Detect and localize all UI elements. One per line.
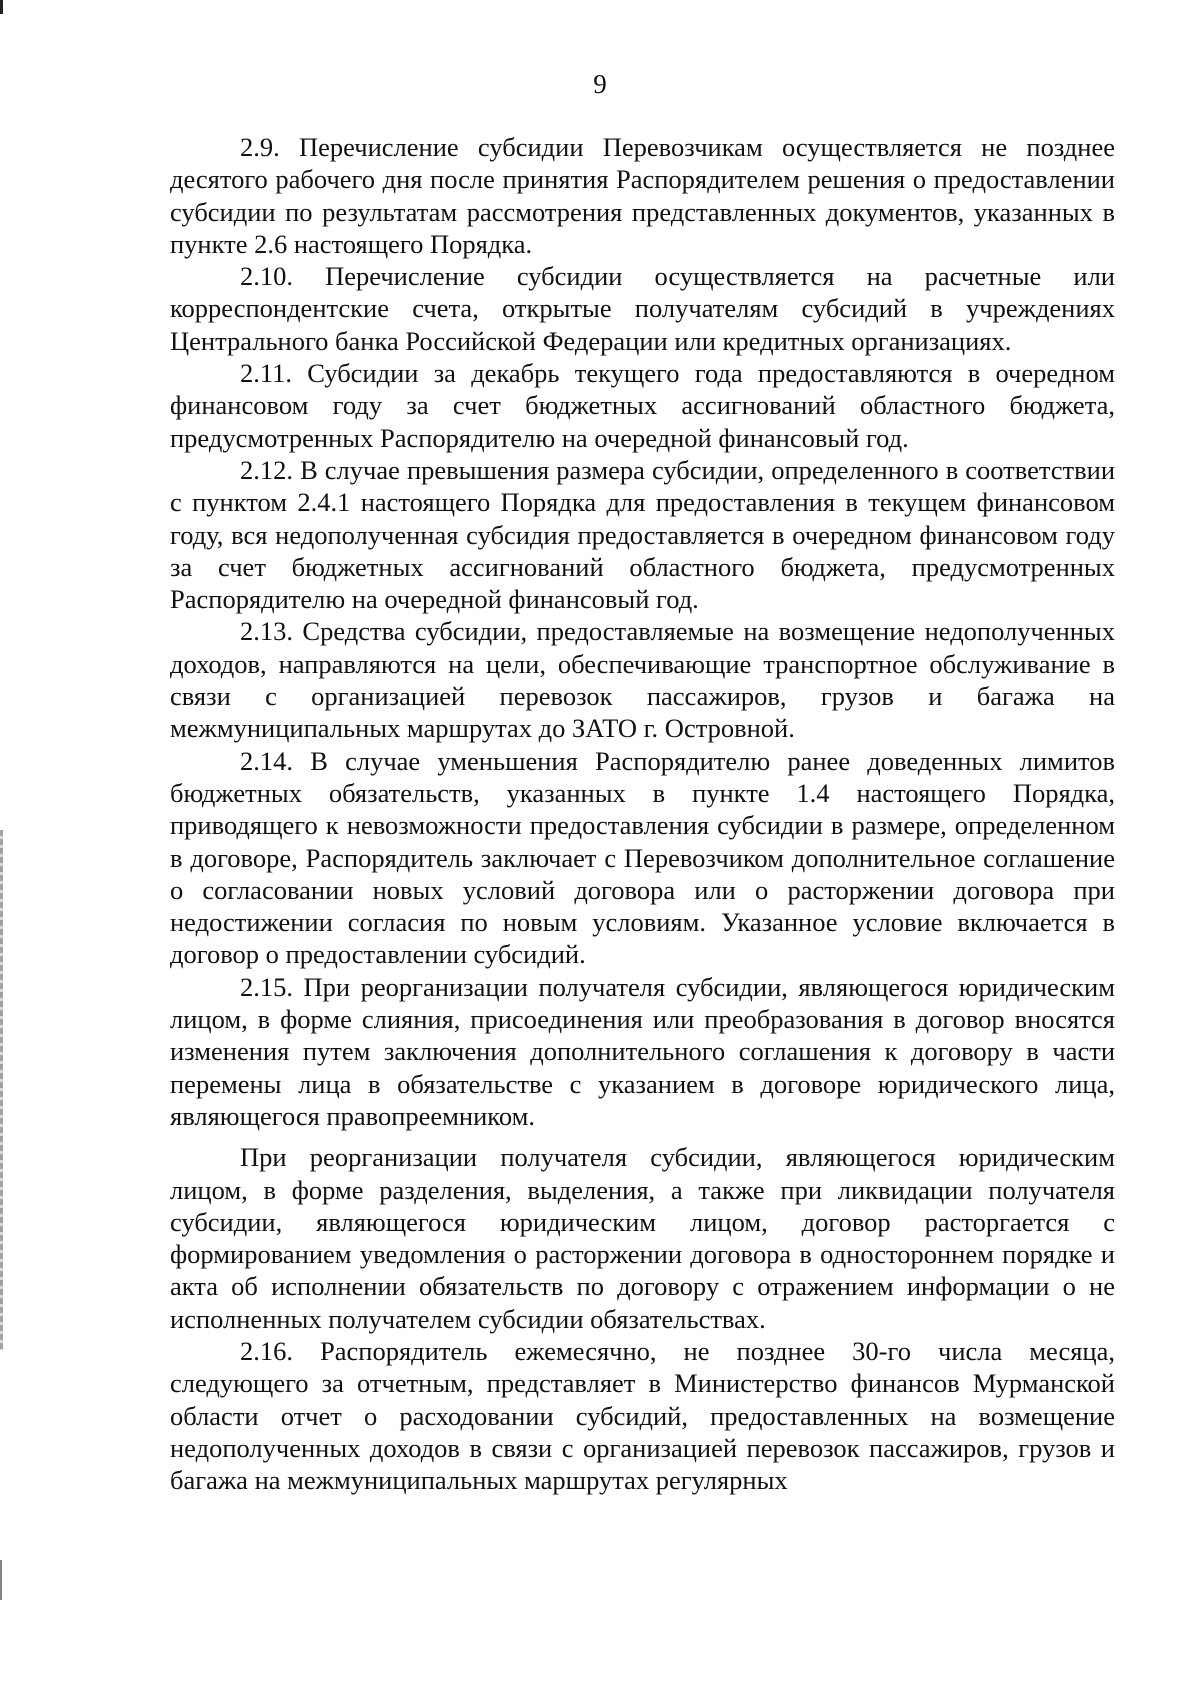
- paragraph-2-14: 2.14. В случае уменьшения Распорядителю ранее доведенных лимитов бюджетных обязательств, указанных в пункте 1.4 настоящего Порядка, приводящего к невозможности предоставления субсидии в размере, определенном в договоре, Распорядитель заключает с Перевозчиком дополнительное соглашение о согласовании новых условий договора или о расторжении договора при недостижении согласия по новым условиям. Указанное условие включается в договор о предоставлении субсидий.: [170, 745, 1115, 970]
- paragraph-2-15: 2.15. При реорганизации получателя субсидии, являющегося юридическим лицом, в форме слияния, присоединения или преобразования в договор вносятся изменения путем заключения дополнительного соглашения к договору в части перемены лица в обязательстве с указанием в договоре юридического лица, являющегося правопреемником.: [170, 971, 1115, 1131]
- paragraph-2-12: 2.12. В случае превышения размера субсидии, определенного в соответствии с пунктом 2.4.1 настоящего Порядка для предоставления в текущем финансовом году, вся недополученная субсидия предоставляется в очередном финансовом году за счет бюджетных ассигнований областного бюджета, предусмотренных Распорядителю на очередной финансовый год.: [170, 454, 1115, 615]
- scan-artifact: [0, 830, 3, 1350]
- document-body: [170, 131, 1115, 1496]
- scan-artifact: [0, 0, 3, 14]
- paragraph-2-16: 2.16. Распорядитель ежемесячно, не позднее 30-го числа месяца, следующего за отчетным, представляет в Министерство финансов Мурманской области отчет о расходовании субсидий, предоставленных на возмещение недополученных доходов в связи с организацией перевозок пассажиров, грузов и багажа на межмуниципальных маршрутах регулярных: [170, 1335, 1115, 1496]
- paragraph-2-13: 2.13. Средства субсидии, предоставляемые на возмещение недополученных доходов, направляются на цели, обеспечивающие транспортное обслуживание в связи с организацией перевозок пассажиров, грузов и багажа на межмуниципальных маршрутах до ЗАТО г. Островной.: [170, 616, 1115, 744]
- paragraph-2-11: 2.11. Субсидии за декабрь текущего года предоставляются в очередном финансовом году за счет бюджетных ассигнований областного бюджета, предусмотренных Распорядителю на очередной финансовый год.: [170, 358, 1115, 453]
- paragraph-2-9: 2.9. Перечисление субсидии Перевозчикам осуществляется не позднее десятого рабочего дня после принятия Распорядителем решения о предоставлении субсидии по результатам рассмотрения представленных документов, указанных в пункте 2.6 настоящего Порядка.: [170, 132, 1115, 259]
- paragraph-2-15-continued: При реорганизации получателя субсидии, являющегося юридическим лицом, в форме разделения, выделения, а также при ликвидации получателя субсидии, являющегося юридическим лицом, договор расторгается с формированием уведомления о расторжении договора в одностороннем порядке и акта об исполнении обязательств по договору с отражением информации о не исполненных получателем субсидии обязательствах.: [170, 1142, 1115, 1334]
- scan-artifact: [0, 1560, 2, 1600]
- page-number: 9: [593, 69, 607, 99]
- paragraph-2-10: 2.10. Перечисление субсидии осуществляется на расчетные или корреспондентские счета, открытые получателям субсидий в учреждениях Центрального банка Российской Федерации или кредитных организациях.: [170, 261, 1115, 356]
